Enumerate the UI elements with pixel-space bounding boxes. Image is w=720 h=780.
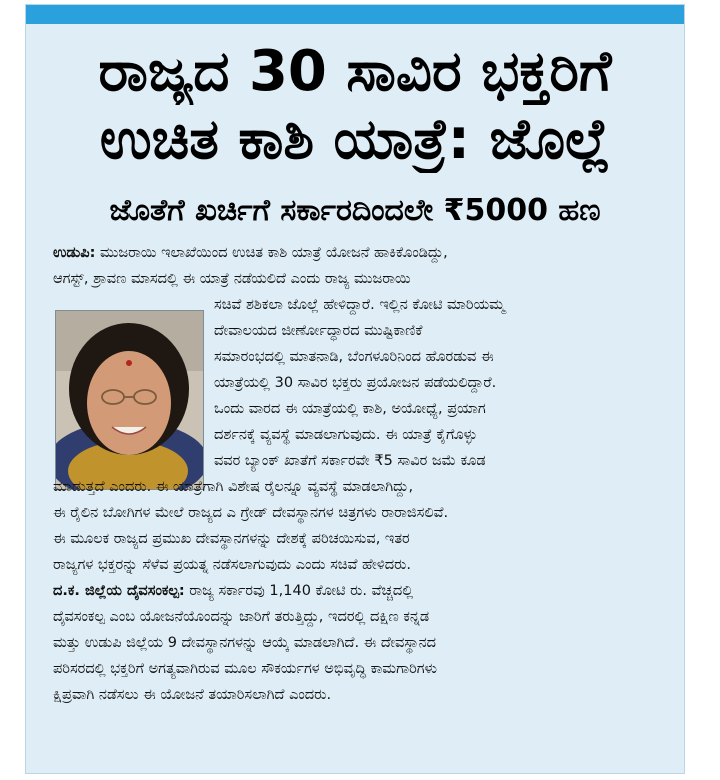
article-line: ಆಗಸ್ಟ್, ಶ್ರಾವಣ ಮಾಸದಲ್ಲಿ ಈ ಯಾತ್ರೆ ನಡೆಯಲಿದೆ ಎಂದು ರಾಜ್ಯ ಮುಜರಾಯಿ xyxy=(53,271,411,287)
article-line xyxy=(53,241,667,265)
article-line: ಸಮಾರಂಭದಲ್ಲಿ ಮಾತನಾಡಿ, ಬೆಂಗಳೂರಿನಿಂದ ಹೊರಡುವ ಈ xyxy=(214,349,494,365)
article-text: ಮುಜರಾಯಿ ಇಲಾಖೆಯಿಂದ ಉಚಿತ ಕಾಶಿ ಯಾತ್ರೆ ಯೋಜನೆ ಹಾಕಿಕೊಂಡಿದ್ದು, xyxy=(95,245,448,261)
article-line: ಒಂದು ವಾರದ ಈ ಯಾತ್ರೆಯಲ್ಲಿ ಕಾಶಿ, ಅಯೋಧ್ಯೆ, ಪ್ರಯಾಗ xyxy=(214,401,486,417)
article-line: ದೇವಾಲಯದ ಜೀರ್ಣೋದ್ಧಾರದ ಮುಷ್ಟಿಕಾಣಿಕೆ xyxy=(214,323,423,339)
dateline: ಉಡುಪಿ: xyxy=(53,245,96,261)
portrait-image xyxy=(56,311,203,489)
article-line: ಈ ಮೂಲಕ ರಾಜ್ಯದ ಪ್ರಮುಖ ದೇವಸ್ಥಾನಗಳನ್ನು ದೇಶಕ್ಕೆ ಪರಿಚಯಿಸುವ, ಇತರ xyxy=(53,531,410,547)
article-line: ಯಾತ್ರೆಯಲ್ಲಿ 30 ಸಾವಿರ ಭಕ್ತರು ಪ್ರಯೋಜನ ಪಡೆಯಲಿದ್ದಾರೆ. xyxy=(214,375,497,391)
article-text: ರಾಜ್ಯ ಸರ್ಕಾರವು 1,140 ಕೋಟಿ ರು. ವೆಚ್ಚದಲ್ಲಿ xyxy=(184,583,414,599)
news-clipping xyxy=(25,4,685,774)
article-line: ಮಾಡುತ್ತದೆ ಎಂದರು. ಈ ಯಾತ್ರೆಗಾಗಿ ವಿಶೇಷ ರೈಲನ್ನೂ ವ್ಯವಸ್ಥೆ ಮಾಡಲಾಗಿದ್ದು, xyxy=(53,479,414,495)
headline-line-1: ರಾಜ್ಯದ 30 ಸಾವಿರ ಭಕ್ತರಿಗೆ xyxy=(98,39,612,104)
article-line: ಪರಿಸರದಲ್ಲಿ ಭಕ್ತರಿಗೆ ಅಗತ್ಯವಾಗಿರುವ ಮೂಲ ಸೌಕರ್ಯಗಳ ಅಭಿವೃದ್ಧಿ ಕಾಮಗಾರಿಗಳು xyxy=(53,661,438,677)
article-line: ರಾಜ್ಯಗಳ ಭಕ್ತರನ್ನು ಸೆಳೆವ ಪ್ರಯತ್ನ ನಡೆಸಲಾಗುವುದು ಎಂದು ಸಚಿವೆ ಹೇಳಿದರು. xyxy=(53,557,411,573)
article-line: ಕ್ಷಿಪ್ರವಾಗಿ ನಡೆಸಲು ಈ ಯೋಜನೆ ತಯಾರಿಸಲಾಗಿದೆ ಎಂದರು. xyxy=(53,687,332,703)
section-lead: ದ.ಕ. ಜಿಲ್ಲೆಯ ದೈವಸಂಕಲ್ಪ: xyxy=(53,583,185,599)
article-line: ಸಚಿವೆ ಶಶಿಕಲಾ ಜೊಲ್ಲೆ ಹೇಳಿದ್ದಾರೆ. ಇಲ್ಲಿನ ಕೋಟಿ ಮಾರಿಯಮ್ಮ xyxy=(214,297,505,313)
article-line: ದರ್ಶನಕ್ಕೆ ವ್ಯವಸ್ಥೆ ಮಾಡಲಾಗುವುದು. ಈ ಯಾತ್ರೆ ಕೈಗೊಳ್ಳು xyxy=(214,427,478,443)
minister-photo xyxy=(55,310,204,490)
article-line: ದೈವಸಂಕಲ್ಪ ಎಂಬ ಯೋಜನೆಯೊಂದನ್ನು ಜಾರಿಗೆ ತರುತ್ತಿದ್ದು, ಇದರಲ್ಲಿ ದಕ್ಷಿಣ ಕನ್ನಡ xyxy=(53,609,430,625)
article-line: ಈ ರೈಲಿನ ಬೋಗಿಗಳ ಮೇಲೆ ರಾಜ್ಯದ ಎ ಗ್ರೇಡ್ ದೇವಸ್ಥಾನಗಳ ಚಿತ್ರಗಳು ರಾರಾಜಿಸಲಿವೆ. xyxy=(53,505,449,521)
subheadline: ಜೊತೆಗೆ ಖರ್ಚಿಗೆ ಸರ್ಕಾರದಿಂದಲೇ ₹5000 ಹಣ xyxy=(109,193,601,228)
headline-line-2: ಉಚಿತ ಕಾಶಿ ಯಾತ್ರೆ: ಜೊಲ್ಲೆ xyxy=(99,107,611,172)
top-accent-bar xyxy=(26,5,684,24)
article-line xyxy=(53,579,667,603)
article-line: ಮತ್ತು ಉಡುಪಿ ಜಿಲ್ಲೆಯ 9 ದೇವಸ್ಥಾನಗಳನ್ನು ಆಯ್ಕೆ ಮಾಡಲಾಗಿದೆ. ಈ ದೇವಸ್ಥಾನದ xyxy=(53,635,437,651)
article-line: ವವರ ಬ್ಯಾಂಕ್ ಖಾತೆಗೆ ಸರ್ಕಾರವೇ ₹5 ಸಾವಿರ ಜಮೆ ಕೂಡ xyxy=(214,453,486,469)
